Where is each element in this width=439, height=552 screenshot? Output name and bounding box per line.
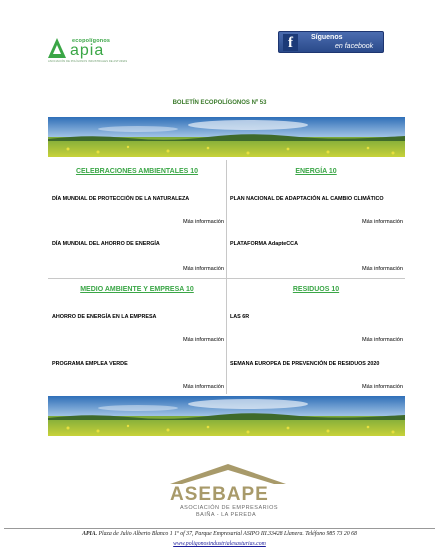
logo-big-text: apia (70, 42, 105, 59)
sponsor-line2: BAIÑA - LA PEREDA (196, 512, 257, 518)
sponsor-name: ASEBAPE (170, 484, 269, 505)
more-info-link[interactable]: Más información (182, 384, 224, 390)
apia-logo[interactable] (48, 38, 138, 66)
more-info-link[interactable]: Más información (361, 337, 403, 343)
facebook-line2: en facebook (335, 43, 374, 50)
footer-website-link[interactable]: www.poligonosindustrialesasturias.com (173, 541, 266, 547)
logo-tagline: ASOCIACIÓN DE POLÍGONOS INDUSTRIALES DE ASTURIAS (48, 60, 128, 63)
apia-logo-mark-icon (48, 38, 66, 58)
item-title: SEMANA EUROPEA DE PREVENCIÓN DE RESIDUOS 2020 (230, 361, 380, 367)
more-info-link[interactable]: Más información (182, 266, 224, 272)
more-info-link[interactable]: Más información (182, 219, 224, 225)
logo-small-text: ecopolígonos (72, 38, 111, 44)
asebape-roof-icon (166, 462, 290, 486)
facebook-follow-button[interactable] (278, 31, 384, 53)
facebook-line1: Síguenos (311, 34, 343, 41)
footer-address (0, 531, 439, 537)
heading-celebraciones[interactable]: CELEBRACIONES AMBIENTALES 10 (75, 168, 199, 175)
asebape-logo[interactable] (166, 462, 290, 522)
item-title: PROGRAMA EMPLEA VERDE (52, 361, 128, 367)
footer-org: APIA. (82, 531, 98, 537)
bulletin-title: BOLETÍN ECOPOLÍGONOS Nº 53 (172, 100, 267, 106)
content-grid (48, 160, 405, 394)
more-info-link[interactable]: Más información (361, 384, 403, 390)
item-title: DÍA MUNDIAL DE PROTECCIÓN DE LA NATURALEZA (52, 196, 190, 202)
heading-medio-ambiente[interactable]: MEDIO AMBIENTE Y EMPRESA 10 (80, 286, 194, 293)
item-title: AHORRO DE ENERGÍA EN LA EMPRESA (52, 314, 157, 320)
more-info-link[interactable]: Más información (361, 219, 403, 225)
heading-residuos[interactable]: RESIDUOS 10 (292, 286, 340, 293)
item-title: PLAN NACIONAL DE ADAPTACIÓN AL CAMBIO CLIMÁTICO (230, 196, 384, 202)
banner-image-top (48, 117, 405, 157)
facebook-icon: f (283, 34, 298, 51)
more-info-link[interactable]: Más información (361, 266, 403, 272)
footer-address-text: Plaza de Julio Alberto Blanco 1 1º of 37, Parque Empresarial ASIPO III.33428 Llanera. Teléfono 985 73 20 68 (97, 531, 357, 537)
more-info-link[interactable]: Más información (182, 337, 224, 343)
item-title: PLATAFORMA AdapteCCA (230, 241, 298, 247)
banner-image-bottom (48, 396, 405, 436)
column-divider (226, 160, 227, 394)
heading-energia[interactable]: ENERGÍA 10 (295, 168, 337, 175)
row-divider (48, 278, 405, 279)
item-title: DÍA MUNDIAL DEL AHORRO DE ENERGÍA (52, 241, 160, 247)
item-title: LAS 6R (230, 314, 250, 320)
footer-divider (4, 528, 435, 529)
sponsor-line1: ASOCIACIÓN DE EMPRESARIOS (180, 505, 279, 511)
